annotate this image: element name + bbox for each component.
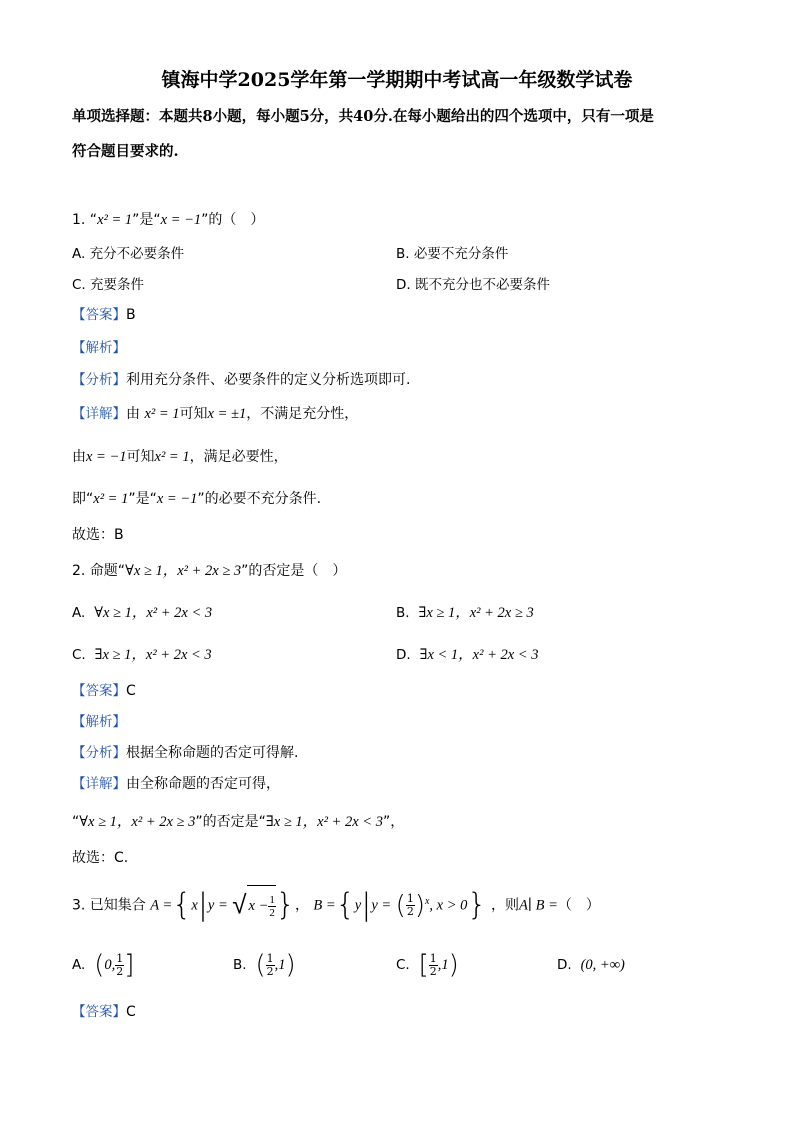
q1-option-b[interactable]: B. 必要不充分条件 (396, 246, 509, 262)
q2-option-d[interactable]: D. ∃x < 1，x² + 2x < 3 (396, 647, 539, 663)
instructions-line-2: 符合题目要求的. (72, 143, 179, 160)
q2-conclusion: 故选：C. (72, 850, 129, 866)
q1-stem: 1. “x² = 1”是“x = −1”的（ ） (72, 212, 265, 228)
instructions-line-1: 单项选择题：本题共8小题，每小题5分，共40分.在每小题给出的四个选项中，只有一项是 (72, 108, 654, 125)
q2-answer: 【答案】C (72, 683, 136, 699)
q2-fenxi: 【分析】根据全称命题的否定可得解. (72, 745, 299, 761)
q2-option-c[interactable]: C. ∃x ≥ 1，x² + 2x < 3 (72, 647, 212, 663)
page-title: 镇海中学2025学年第一学期期中考试高一年级数学试卷 (161, 69, 633, 91)
q1-fenxi: 【分析】利用充分条件、必要条件的定义分析选项即可. (72, 372, 411, 388)
q2-detail-line-1: 【详解】由全称命题的否定可得， (72, 776, 280, 792)
bar-b: | (361, 887, 372, 923)
q1-detail-line-3: 即“x² = 1”是“x = −1”的必要不充分条件. (72, 491, 322, 507)
q3-option-c[interactable]: C. [ $\frac{1}{2}$ ,1) (396, 950, 459, 980)
q3-answer: 【答案】C (72, 1004, 136, 1020)
brace-close-b: } (467, 887, 487, 923)
q1-analysis-label: 【解析】 (72, 340, 126, 356)
sqrt-icon: √ (232, 890, 247, 921)
sqrt-body: x − $\frac{1}{2}$ (247, 885, 276, 926)
brace-open: { (172, 887, 192, 923)
q2-analysis-label: 【解析】 (72, 714, 126, 730)
q1-detail-line-2: 由x = −1可知x² = 1，满足必要性， (72, 449, 288, 465)
q1-option-c[interactable]: C. 充要条件 (72, 277, 145, 293)
brace-close: } (275, 887, 295, 923)
q2-option-b[interactable]: B. ∃x ≥ 1，x² + 2x ≥ 3 (396, 605, 534, 621)
q3-stem: 3. 已知集合 A ={x|y = √ x − $\frac{1}{2}$ }， B ={y|y = ( $\frac{1}{2}$ )$^x$, x > 0} ，则A∣ B =（ ） (72, 882, 600, 922)
q1-conclusion: 故选：B (72, 527, 124, 543)
q3-option-b[interactable]: B. ( $\frac{1}{2}$ ,1) (233, 950, 296, 980)
q1-option-a[interactable]: A. 充分不必要条件 (72, 246, 185, 262)
q3-option-d[interactable]: D. (0, +∞) (557, 957, 625, 973)
brace-open-b: { (335, 887, 355, 923)
q1-option-d[interactable]: D. 既不充分也不必要条件 (396, 277, 550, 293)
q2-detail-line-2: “∀x ≥ 1，x² + 2x ≥ 3”的否定是“∃x ≥ 1，x² + 2x < 3”， (72, 814, 405, 830)
q2-stem: 2. 命题“∀x ≥ 1，x² + 2x ≥ 3”的否定是（ ） (72, 563, 347, 579)
q1-detail-line-1: 【详解】由 x² = 1可知x = ±1，不满足充分性， (72, 406, 359, 422)
q2-option-a[interactable]: A. ∀x ≥ 1，x² + 2x < 3 (72, 605, 213, 621)
q1-answer: 【答案】B (72, 307, 136, 323)
q3-option-a[interactable]: A. (0, $\frac{1}{2}$ ] (72, 950, 135, 980)
bar: | (197, 887, 208, 923)
